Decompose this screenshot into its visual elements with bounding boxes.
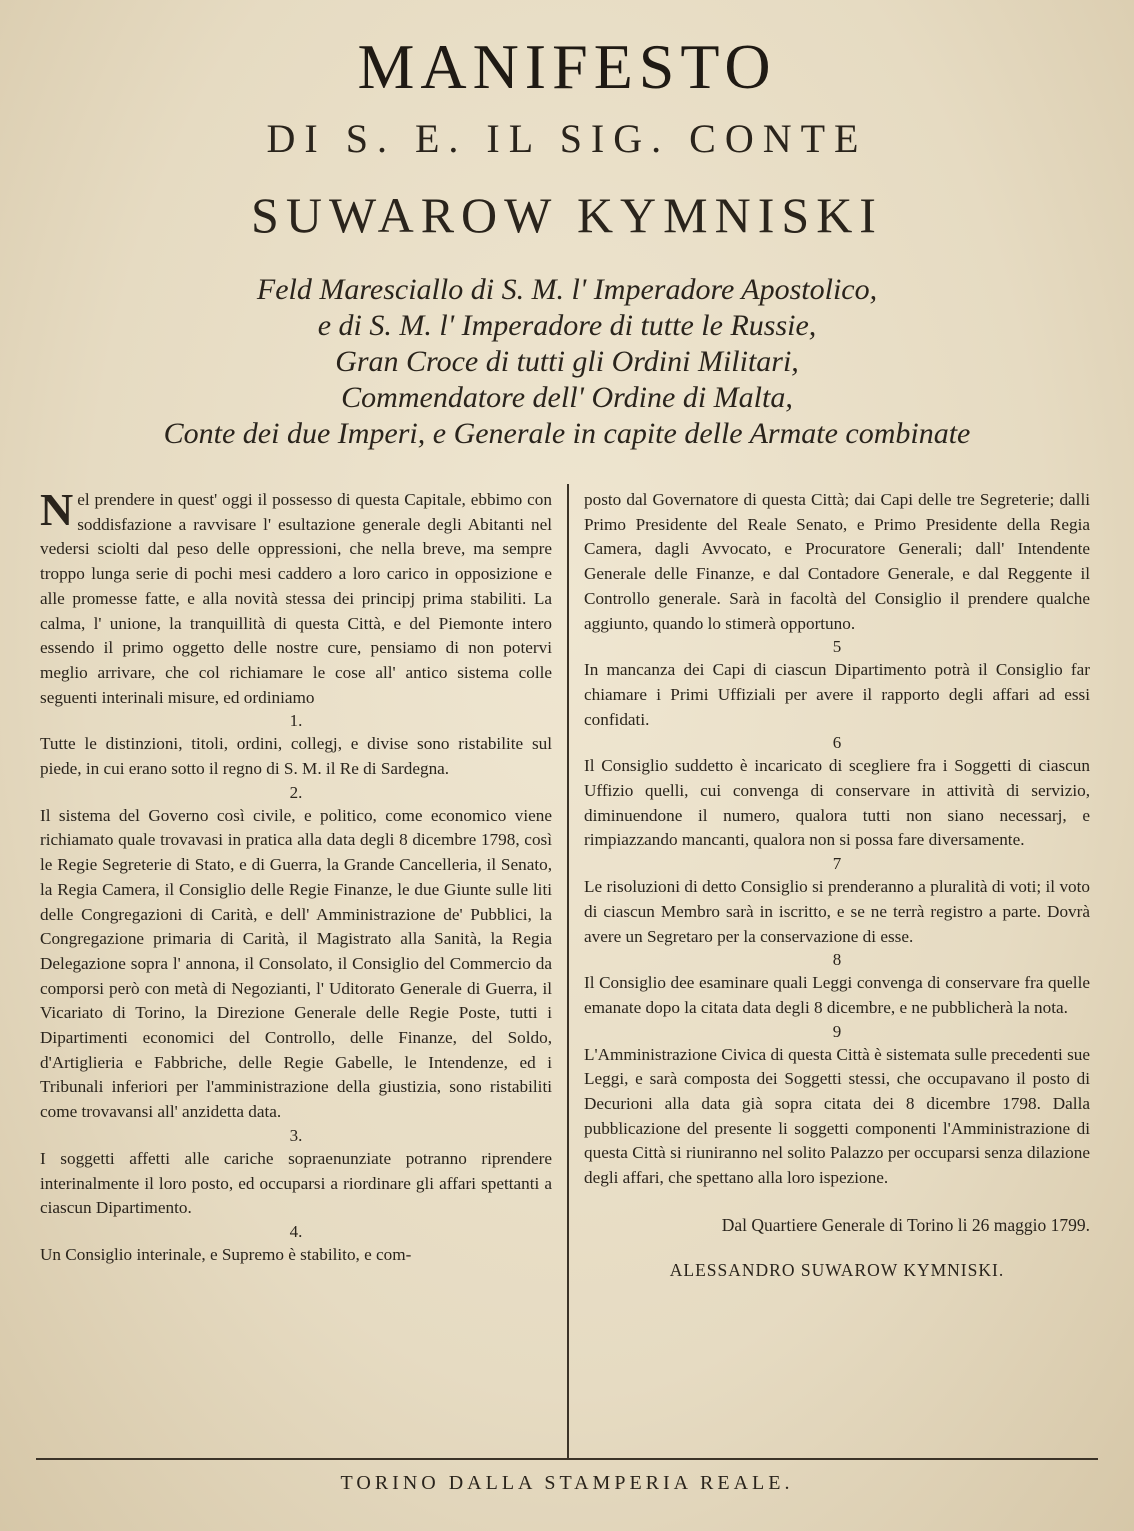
article-paragraph: Il Consiglio suddetto è incaricato di scegliere fra i Soggetti di ciascun Uffizio quelli, cui convenga di conservare in attività di servizio, diminuendone il numero, qualora tutti non siano necessarj, e rimpiazzando mancanti, qualora non si possa fare diversamente. <box>584 756 1090 850</box>
article-number: 7 <box>832 854 842 874</box>
article-number: 6 <box>832 733 842 753</box>
article-paragraph-continued: posto dal Governatore di questa Città; dai Capi delle tre Segreterie; dalli Primo Presidente del Reale Senato, e Primo Presidente della Regia Camera, dagli Avvocato, e Procuratore Generali; dall' Intendente Generale delle Finanze, e dal Contadore Generale, e dal Reggente il Controllo generale. Sarà in facoltà del Consiglio il prendere qualche aggiunto, quando lo stimerà opportuno. <box>584 490 1090 633</box>
issuer-name: SUWAROW KYMNISKI <box>251 187 883 243</box>
issuer-title-line: e di S. M. l' Imperadore di tutte le Russie, <box>317 309 817 342</box>
article-paragraph: I soggetti affetti alle cariche sopraenunziate potranno riprendere interinalmente il loro posto, ed occuparsi a riordinare gli affari spettanti a ciascun Dipartimento. <box>40 1148 552 1218</box>
article-number: 1. <box>289 711 303 731</box>
article-number: 2. <box>289 782 303 802</box>
article-paragraph: Il sistema del Governo così civile, e politico, come economico viene richiamato quale trovavasi in pratica alla data degli 8 dicembre 1798, così le Regie Segreterie di Stato, e di Guerra, la Grande Cancelleria, il Senato, la Regia Camera, il Consiglio delle Regie Finanze, le due Giunte sulle liti delle Congregazioni di Carità, e dell' Amministrazione de' Pubblici, la Congregazione primaria di Carità, il Magistrato alla Sanità, la Regia Delegazione sopra l' annona, il Consolato, il Consiglio del Commercio da comporsi però con metà di Negozianti, l' Uditorato Generale di Guerra, il Vicariato di Torino, la Direzione Generale delle Regie Poste, tutti i Dipartimenti economici del Controllo, delle Finanze, del Soldo, d'Artiglieria e Fabbriche, delle Regie Gabelle, le Intendenze, ed i Tribunali inferiori per l'amministrazione della giustizia, sono ristabiliti come trovavansi all' anzidetta data. <box>40 805 552 1122</box>
article-paragraph: Le risoluzioni di detto Consiglio si prenderanno a pluralità di voti; il voto di ciascun Membro sarà in iscritto, e se ne terrà registro a parte. Dovrà avere un Segretaro per la conservazione di esse. <box>584 877 1090 946</box>
article-paragraph: In mancanza dei Capi di ciascun Dipartimento potrà il Consiglio far chiamare i Primi Uffiziali per avere il rapporto degli affari ad essi confidati. <box>584 660 1090 729</box>
article-number: 5 <box>832 637 842 657</box>
footer-rule <box>36 1458 1098 1460</box>
document-subtitle: DI S. E. IL SIG. CONTE <box>266 116 868 161</box>
issuer-title-line: Feld Maresciallo di S. M. l' Imperadore Apostolico, <box>256 273 878 306</box>
column-divider <box>567 484 569 1458</box>
intro-text: el prendere in quest' oggi il possesso di questa Capitale, ebbimo con soddisfazione a ravvisare l' esultazione generale degli Abitanti nel vedersi sciolti dal peso delle oppressioni, che nella breve, ma sempre troppo lunga serie di pochi mesi caddero a loro carico in opposizione e alle promesse fatte, e alla novità stessa dei principj prima stabiliti. La calma, l' unione, la tranquillità di questa Città, e del Piemonte intero essendo il primo oggetto delle nostre cure, pensiamo di non potervi meglio arrivare, che col richiamare le cose all' antico sistema colle seguenti interinali misure, ed ordiniamo <box>40 490 552 707</box>
article-number: 8 <box>832 950 842 970</box>
dateline: Dal Quartiere Generale di Torino li 26 maggio 1799. <box>721 1214 1090 1235</box>
right-column <box>584 488 1090 1282</box>
issuer-title-line: Conte dei due Imperi, e Generale in capite delle Armate combinate <box>163 417 971 450</box>
left-column <box>40 484 552 1268</box>
article-number: 9 <box>832 1021 842 1041</box>
article-paragraph: L'Amministrazione Civica di questa Città è sistemata sulle precedenti sue Leggi, e sarà composta dei Soggetti stessi, che occupavano il posto di Decurioni alla data già sopra citata dei 8 dicembre 1798. Dalla pubblicazione del presente li soggetti componenti l'Amministrazione di questa Città si riuniranno nel solito Palazzo per occuparsi senza dilazione degli affari, che spettano alla loro ispezione. <box>584 1044 1090 1188</box>
issuer-title-line: Commendatore dell' Ordine di Malta, <box>341 381 793 414</box>
article-paragraph: Il Consiglio dee esaminare quali Leggi convenga di conservare fra quelle emanate dopo la citata data degli 8 dicembre, e ne pubblicherà la nota. <box>584 973 1090 1017</box>
document-title: MANIFESTO <box>357 31 777 102</box>
issuer-title-line: Gran Croce di tutti gli Ordini Militari, <box>335 345 799 378</box>
intro-paragraph <box>40 484 552 710</box>
drop-cap: N <box>40 484 74 535</box>
printer-imprint: TORINO DALLA STAMPERIA REALE. <box>340 1472 794 1494</box>
article-number: 4. <box>289 1221 303 1241</box>
article-paragraph: Tutte le distinzioni, titoli, ordini, collegj, e divise sono ristabilite sul piede, in cui erano sotto il regno di S. M. il Re di Sardegna. <box>40 734 552 779</box>
article-paragraph: Un Consiglio interinale, e Supremo è stabilito, e com- <box>40 1244 412 1264</box>
issuer-titles <box>40 272 1094 452</box>
signature: ALESSANDRO SUWAROW KYMNISKI. <box>669 1259 1005 1280</box>
article-number: 3. <box>289 1125 303 1145</box>
